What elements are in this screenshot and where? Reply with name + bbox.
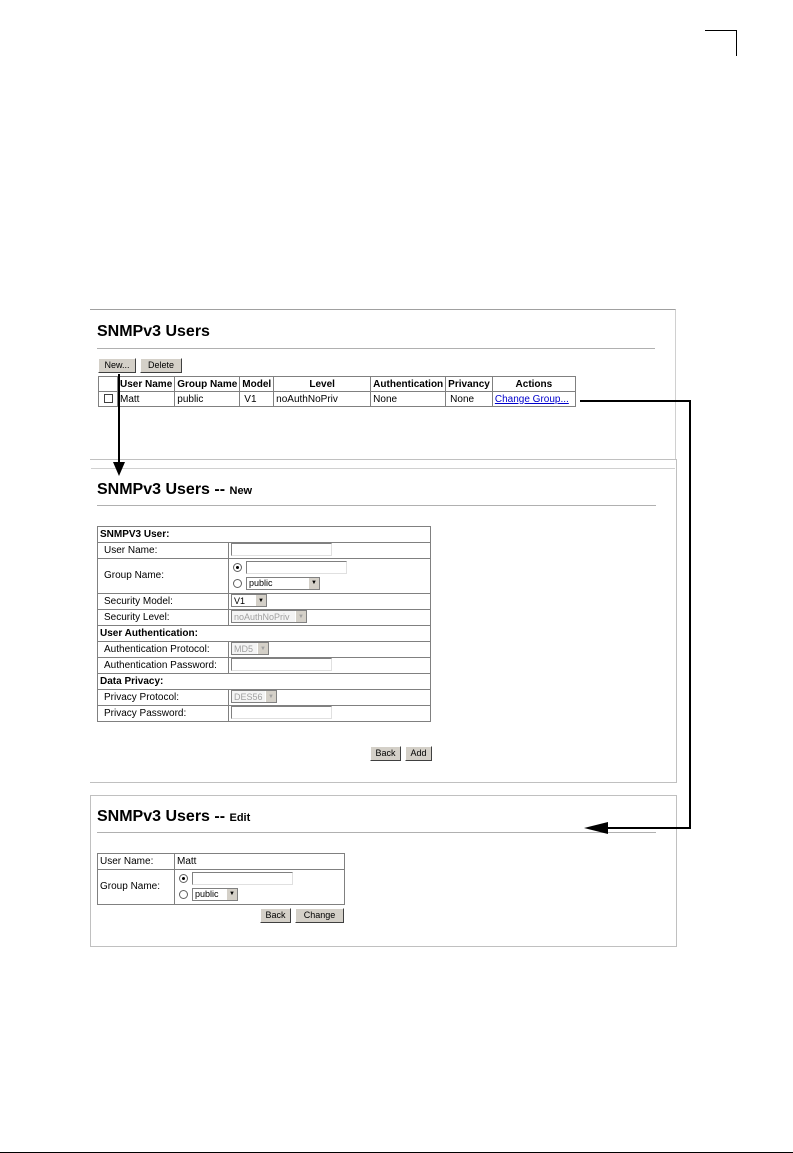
edit-group-text-radio[interactable]	[179, 874, 188, 883]
section-snmpv3-user: SNMPV3 User:	[98, 527, 431, 543]
crop-mark	[705, 30, 737, 31]
new-button[interactable]: New...	[98, 358, 136, 373]
auth-protocol-label: Authentication Protocol:	[98, 642, 229, 658]
column-header-select	[99, 377, 118, 392]
cell-group-name: public	[175, 392, 240, 407]
edit-group-name-input[interactable]	[192, 872, 293, 885]
auth-protocol-value: MD5	[234, 643, 254, 654]
group-name-text-radio[interactable]	[233, 563, 242, 572]
user-name-input[interactable]	[231, 543, 332, 556]
privacy-password-label: Privacy Password:	[98, 706, 229, 722]
flow-arrow-head-down	[113, 462, 125, 476]
title-divider	[97, 505, 656, 506]
edit-group-name-select[interactable]	[192, 888, 238, 901]
column-header-authentication: Authentication	[371, 377, 446, 392]
column-header-group-name: Group Name	[175, 377, 240, 392]
cell-privacy: None	[446, 392, 493, 407]
edit-page-title	[97, 808, 250, 826]
column-header-actions: Actions	[492, 377, 575, 392]
group-name-select[interactable]	[246, 577, 320, 590]
cell-level: noAuthNoPriv	[274, 392, 371, 407]
title-divider	[97, 832, 656, 833]
privacy-protocol-select[interactable]	[231, 690, 277, 703]
cell-model: V1	[240, 392, 274, 407]
back-button[interactable]: Back	[370, 746, 401, 761]
page-title: SNMPv3 Users	[97, 323, 210, 340]
chevron-down-icon: ▼	[257, 643, 268, 654]
chevron-down-icon: ▼	[226, 889, 237, 900]
column-header-level: Level	[274, 377, 371, 392]
edit-user-name-label: User Name:	[98, 854, 175, 870]
section-user-authentication: User Authentication:	[98, 626, 431, 642]
new-title-main: SNMPv3 Users --	[97, 481, 226, 498]
security-model-label: Security Model:	[98, 594, 229, 610]
security-model-select[interactable]	[231, 594, 267, 607]
add-button[interactable]: Add	[405, 746, 432, 761]
edit-group-select-value: public	[195, 889, 219, 900]
security-level-label: Security Level:	[98, 610, 229, 626]
edit-user-name-value: Matt	[175, 854, 345, 870]
edit-title-main: SNMPv3 Users --	[97, 808, 226, 825]
new-title-suffix: New	[229, 485, 253, 497]
group-select-value: public	[249, 578, 273, 589]
column-header-model: Model	[240, 377, 274, 392]
auth-password-label: Authentication Password:	[98, 658, 229, 674]
title-divider	[97, 348, 655, 349]
auth-password-input[interactable]	[231, 658, 332, 671]
change-button[interactable]: Change	[295, 908, 344, 923]
chevron-down-icon: ▼	[255, 595, 266, 606]
new-user-form	[97, 526, 431, 722]
chevron-down-icon: ▼	[265, 691, 276, 702]
delete-button[interactable]: Delete	[140, 358, 182, 373]
section-data-privacy: Data Privacy:	[98, 674, 431, 690]
security-level-select[interactable]	[231, 610, 307, 623]
auth-protocol-select[interactable]	[231, 642, 269, 655]
edit-group-select-radio[interactable]	[179, 890, 188, 899]
privacy-protocol-value: DES56	[234, 691, 263, 702]
table-row	[99, 392, 576, 407]
flow-arrow-line	[606, 827, 691, 829]
cell-actions	[492, 392, 575, 407]
new-user-panel	[91, 468, 675, 781]
group-name-label: Group Name:	[98, 559, 229, 594]
flow-arrow-line	[118, 374, 120, 464]
change-group-link[interactable]: Change Group...	[494, 393, 569, 405]
edit-title-suffix: Edit	[229, 812, 251, 824]
chevron-down-icon: ▼	[308, 578, 319, 589]
edit-user-form	[97, 853, 345, 905]
column-header-privacy: Privancy	[446, 377, 493, 392]
users-panel	[91, 310, 675, 460]
security-model-value: V1	[234, 595, 246, 606]
row-select-cell	[99, 392, 118, 407]
security-level-value: noAuthNoPriv	[234, 611, 290, 622]
flow-arrow-line	[580, 400, 691, 402]
crop-mark	[736, 30, 737, 56]
cell-authentication: None	[371, 392, 446, 407]
users-table	[98, 376, 576, 407]
privacy-password-input[interactable]	[231, 706, 332, 719]
edit-group-name-label: Group Name:	[98, 870, 175, 905]
row-checkbox[interactable]	[104, 394, 113, 403]
chevron-down-icon: ▼	[295, 611, 306, 622]
group-name-input[interactable]	[246, 561, 347, 574]
group-name-select-radio[interactable]	[233, 579, 242, 588]
flow-arrow-head-left	[584, 822, 608, 834]
edit-user-panel	[91, 796, 676, 946]
column-header-user-name: User Name	[118, 377, 175, 392]
user-name-label: User Name:	[98, 543, 229, 559]
cell-user-name: Matt	[118, 392, 175, 407]
flow-arrow-line	[689, 400, 691, 829]
new-page-title	[97, 481, 252, 499]
edit-back-button[interactable]: Back	[260, 908, 291, 923]
privacy-protocol-label: Privacy Protocol:	[98, 690, 229, 706]
table-header-row	[99, 377, 576, 392]
